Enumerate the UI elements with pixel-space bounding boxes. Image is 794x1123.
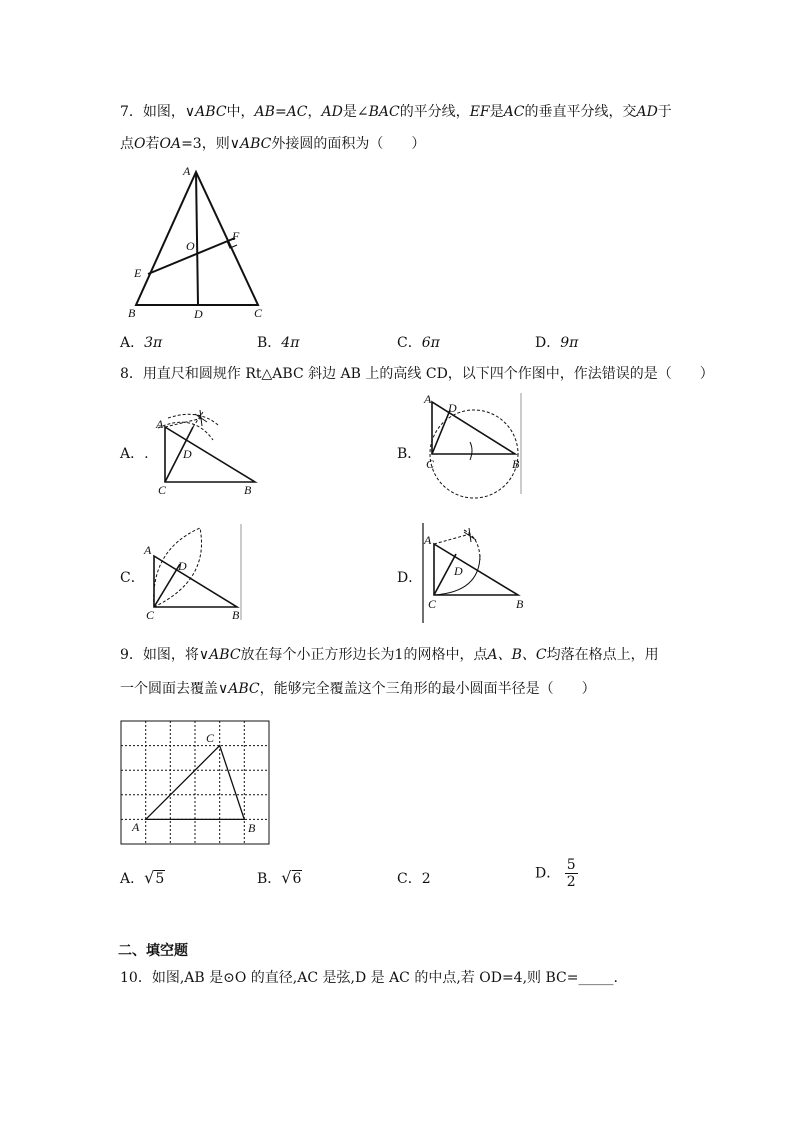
q8d-label-d: D xyxy=(454,564,463,578)
q7-option-a: A．3π xyxy=(120,335,163,351)
q7-option-b: B．4π xyxy=(257,335,300,351)
q8-option-b-label: B． xyxy=(397,446,422,462)
q8c-label-b: B xyxy=(232,608,240,622)
q7-option-d: D．9π xyxy=(535,335,579,351)
q8c-label-c: C xyxy=(146,608,155,622)
q8d-label-a: A xyxy=(424,533,432,547)
q7-label-a: A xyxy=(183,164,191,178)
q9-label-c: C xyxy=(206,731,215,745)
q7-option-c: C．6π xyxy=(397,335,440,351)
q9-option-d-fraction: $\frac{5}{2}$ xyxy=(566,857,576,890)
q9-option-c: C．2 xyxy=(397,871,431,887)
q7-label-b: B xyxy=(128,306,136,320)
q7-line-ad xyxy=(196,172,198,305)
q7-line2: 点O若OA=3，则∨ABC外接圆的面积为（ ） xyxy=(120,136,426,152)
q8d-label-b: B xyxy=(516,597,524,611)
q8-option-c-label: C． xyxy=(120,570,145,586)
q9-label-a: A xyxy=(132,820,140,834)
section-heading: 二、填空题 xyxy=(118,943,188,959)
q8b-label-a: A xyxy=(424,392,432,406)
q8a-label-d: D xyxy=(183,447,192,461)
q9-option-a: A．√5 xyxy=(120,868,165,887)
q10-question-text: 10．如图,AB 是⊙O 的直径,AC 是弦,D 是 AC 的中点,若 OD=4,则 BC=_____. xyxy=(120,970,618,986)
q7-line1: 7．如图，∨ABC中，AB=AC，AD是∠BAC的平分线，EF是AC的垂直平分线，交AD于 xyxy=(120,104,672,120)
q8-figure-b xyxy=(420,390,530,500)
q8-option-a-label: A．. xyxy=(120,446,149,462)
q8a-label-a: A xyxy=(156,417,164,431)
q7-label-d: D xyxy=(194,307,203,321)
q8c-label-d: D xyxy=(178,559,187,573)
q8b-label-b: B xyxy=(512,457,520,471)
q8-figure-c xyxy=(140,520,250,625)
q8a-label-b: B xyxy=(244,483,252,497)
q9-label-b: B xyxy=(248,821,256,835)
q7-label-o: O xyxy=(186,239,195,253)
q8-option-d-label: D． xyxy=(397,570,423,586)
q7-label-e: E xyxy=(134,266,142,280)
q8b-label-c: C xyxy=(426,457,435,471)
q9-option-d: D． $\frac{5}{2}$ xyxy=(535,857,576,890)
q8-question-text: 8．用直尺和圆规作 Rt△ABC 斜边 AB 上的高线 CD，以下四个作图中，作法错误的是（ ） xyxy=(120,366,714,382)
q9-grid-lines xyxy=(121,721,269,844)
q9-line1: 9．如图，将∨ABC放在每个小正方形边长为1的网格中，点A、B、C均落在格点上，用 xyxy=(120,647,659,663)
q9-grid-figure xyxy=(118,718,274,848)
q8c-label-a: A xyxy=(144,543,152,557)
q9-line2: 一个圆面去覆盖∨ABC，能够完全覆盖这个三角形的最小圆面半径是（ ） xyxy=(120,681,596,697)
q8-figure-a xyxy=(148,400,268,500)
q7-label-f: F xyxy=(232,229,240,243)
q8-figure-d xyxy=(420,520,530,625)
q7-figure xyxy=(120,160,280,325)
q8a-label-c: C xyxy=(158,483,167,497)
q7-label-c: C xyxy=(254,306,263,320)
q8d-label-c: C xyxy=(428,597,437,611)
q9-option-b: B．√6 xyxy=(257,868,302,887)
q8b-label-d: D xyxy=(448,401,457,415)
